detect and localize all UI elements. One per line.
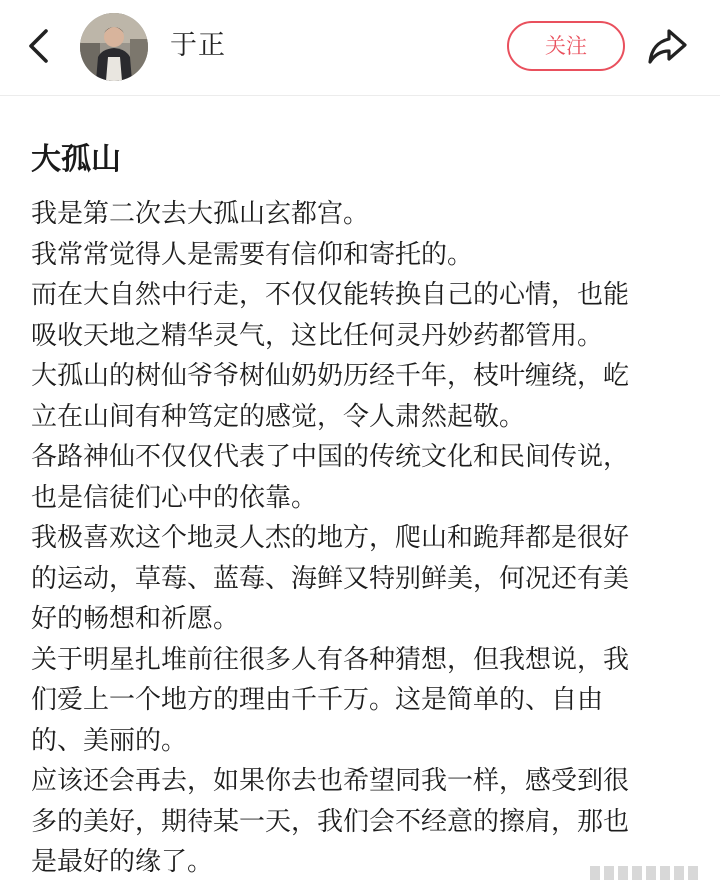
article-body [31, 194, 703, 883]
article-line: 我常常觉得人是需要有信仰和寄托的。 [31, 239, 474, 270]
article-line: 的运动，草莓、蓝莓、海鲜又特别鲜美，何况还有美 [31, 563, 630, 594]
article-title: 大孤山 [31, 142, 121, 177]
article-line: 我极喜欢这个地灵人杰的地方，爬山和跪拜都是很好 [31, 523, 630, 553]
article-line: 关于明星扎堆前往很多人有各种猜想，但我想说，我 [31, 644, 630, 675]
article [31, 138, 703, 883]
article-line: 们爱上一个地方的理由千千万。这是简单的、自由 [31, 685, 604, 715]
watermark-mark [588, 862, 708, 884]
article-line: 好的畅想和祈愿。 [31, 604, 240, 634]
article-line: 多的美好，期待某一天，我们会不经意的擦肩，那也 [31, 806, 630, 837]
chevron-left-icon[interactable] [20, 26, 56, 66]
article-line: 应该还会再去，如果你去也希望同我一样，感受到很 [31, 766, 630, 796]
article-line: 是最好的缘了。 [31, 847, 214, 877]
avatar[interactable] [80, 13, 148, 81]
article-line: 大孤山的树仙爷爷树仙奶奶历经千年，枝叶缠绕，屹 [31, 361, 630, 391]
author-name[interactable]: 于正 [170, 30, 226, 61]
article-line: 也是信徒们心中的依靠。 [31, 482, 318, 513]
article-line: 吸收天地之精华灵气，这比任何灵丹妙药都管用。 [31, 320, 604, 351]
article-line: 而在大自然中行走，不仅仅能转换自己的心情，也能 [31, 280, 630, 310]
post-header [0, 0, 720, 96]
article-line: 立在山间有种笃定的感觉，令人肃然起敬。 [31, 401, 526, 432]
article-line: 我是第二次去大孤山玄都宫。 [31, 199, 370, 229]
article-line: 的、美丽的。 [31, 725, 188, 756]
article-line: 各路神仙不仅仅代表了中国的传统文化和民间传说， [31, 442, 630, 472]
share-arrow-icon[interactable] [645, 25, 689, 69]
follow-button[interactable]: 关注 [507, 21, 625, 71]
